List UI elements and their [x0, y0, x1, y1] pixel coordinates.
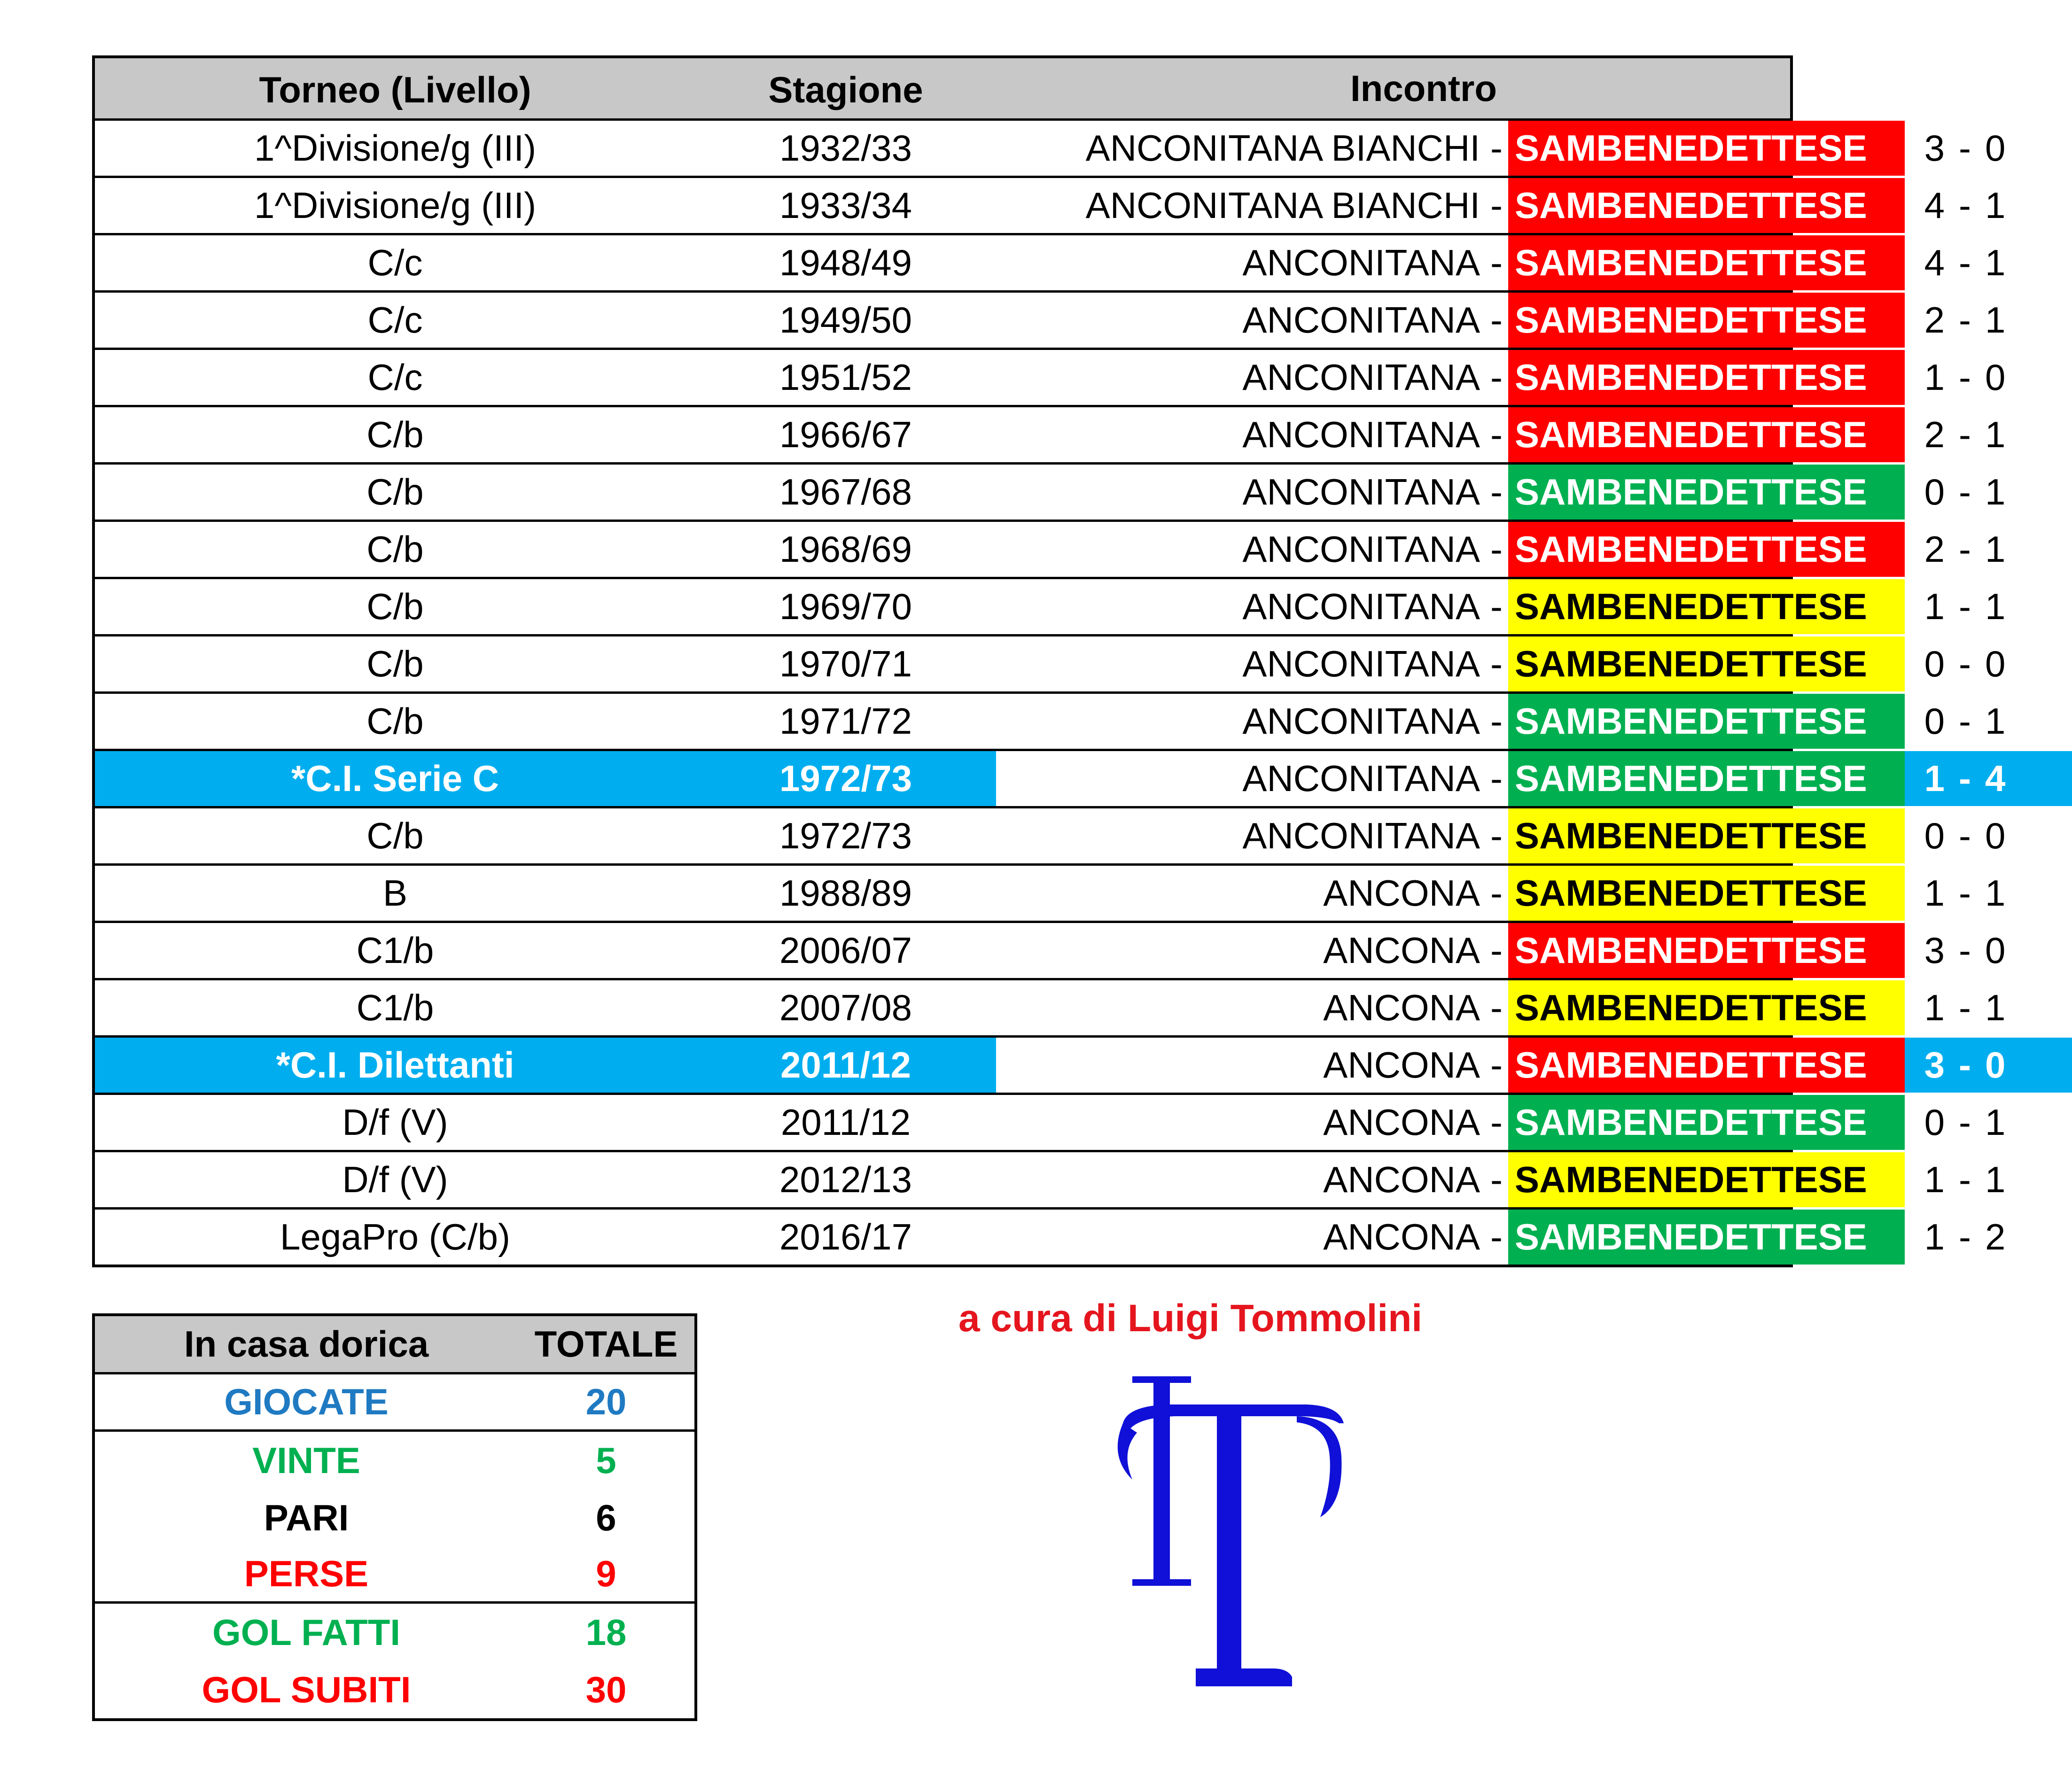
cell-home-team [996, 293, 1508, 348]
home-team-name: ANCONA [1323, 872, 1480, 914]
table-row [95, 691, 2006, 749]
table-row [95, 577, 2006, 634]
cell-home-team [996, 923, 1508, 978]
away-goals: 1 [1985, 471, 2006, 512]
cell-stagione: 2006/07 [779, 930, 912, 971]
logo-right-curve [1297, 1416, 1341, 1517]
table-header-row [95, 58, 1790, 118]
table-row [95, 462, 2006, 520]
away-goals: 0 [1985, 643, 2006, 684]
results-table [92, 55, 2006, 1267]
cell-away-team: SAMBENEDETTESE [1508, 350, 1905, 405]
score-dash: - [1959, 815, 1971, 856]
summary-value: 30 [585, 1668, 627, 1710]
away-goals: 1 [1985, 242, 2006, 283]
cell-away-team: SAMBENEDETTESE [1508, 636, 1905, 691]
home-team-name: ANCONITANA [1242, 471, 1480, 512]
home-goals: 1 [1924, 872, 1945, 914]
cell-home-team [996, 694, 1508, 749]
match-dash: - [1490, 1216, 1503, 1257]
cell-torneo: C/b [366, 414, 424, 455]
cell-home-team [996, 1210, 1508, 1265]
cell-away-team: SAMBENEDETTESE [1508, 121, 1905, 176]
cell-torneo: C1/b [356, 930, 434, 971]
summary-label: VINTE [252, 1439, 360, 1481]
home-goals: 3 [1924, 127, 1945, 169]
away-goals: 1 [1985, 1102, 2006, 1143]
cell-stagione: 1951/52 [779, 357, 912, 398]
cell-away-team: SAMBENEDETTESE [1508, 694, 1905, 749]
cell-away-team: SAMBENEDETTESE [1508, 866, 1905, 921]
cell-stagione: 1970/71 [779, 643, 912, 684]
home-team-name: ANCONITANA [1242, 242, 1480, 283]
cell-torneo: C/b [366, 586, 424, 627]
match-dash: - [1490, 185, 1503, 226]
cell-score [1905, 694, 2072, 749]
home-goals: 0 [1924, 700, 1945, 742]
cell-away-team: SAMBENEDETTESE [1508, 751, 1905, 806]
table-row [95, 978, 2006, 1035]
score-dash: - [1959, 1216, 1971, 1257]
cell-away-team: SAMBENEDETTESE [1508, 1095, 1905, 1150]
summary-row [95, 1661, 694, 1718]
table-row [95, 520, 2006, 577]
table-row [95, 1150, 2006, 1207]
cell-stagione: 1949/50 [779, 299, 912, 341]
header-incontro: Incontro [1350, 67, 1497, 109]
cell-home-team [996, 579, 1508, 634]
cell-score [1905, 465, 2072, 520]
away-goals: 0 [1985, 357, 2006, 398]
summary-value: 20 [585, 1381, 627, 1422]
home-goals: 1 [1924, 987, 1945, 1028]
table-row [95, 634, 2006, 691]
table-row [95, 749, 2006, 806]
cell-away-team: SAMBENEDETTESE [1508, 293, 1905, 348]
cell-torneo: C/c [367, 299, 423, 341]
cell-torneo: C/c [367, 242, 423, 283]
score-dash: - [1959, 1159, 1971, 1200]
match-dash: - [1490, 930, 1503, 971]
cell-away-team: SAMBENEDETTESE [1508, 808, 1905, 863]
score-dash: - [1959, 1102, 1971, 1143]
cell-score [1905, 178, 2072, 233]
home-goals: 0 [1924, 471, 1945, 512]
cell-torneo: *C.I. Serie C [95, 751, 695, 806]
score-dash: - [1959, 700, 1971, 742]
cell-away-team: SAMBENEDETTESE [1508, 579, 1905, 634]
cell-score [1905, 407, 2072, 462]
home-goals: 1 [1924, 758, 1945, 799]
score-dash: - [1959, 872, 1971, 914]
cell-score [1905, 866, 2072, 921]
summary-row [95, 1546, 694, 1604]
summary-header-row [95, 1316, 694, 1374]
cell-home-team [996, 407, 1508, 462]
table-row [95, 806, 2006, 863]
score-dash: - [1959, 1044, 1971, 1086]
cell-stagione: 1968/69 [779, 528, 912, 570]
away-goals: 0 [1985, 815, 2006, 856]
summary-value: 5 [596, 1439, 616, 1481]
home-goals: 0 [1924, 815, 1945, 856]
cell-torneo: D/f (V) [342, 1102, 448, 1143]
logo-curl [1118, 1423, 1137, 1480]
home-team-name: ANCONITANA [1242, 758, 1480, 799]
match-dash: - [1490, 700, 1503, 742]
match-dash: - [1490, 242, 1503, 283]
match-dash: - [1490, 471, 1503, 512]
home-team-name: ANCONITANA [1242, 299, 1480, 341]
home-team-name: ANCONA [1323, 987, 1480, 1028]
home-goals: 1 [1924, 1159, 1945, 1200]
summary-label: GOL SUBITI [202, 1668, 411, 1710]
cell-torneo: C1/b [356, 987, 434, 1028]
cell-away-team: SAMBENEDETTESE [1508, 980, 1905, 1035]
away-goals: 1 [1985, 414, 2006, 455]
cell-torneo: B [382, 872, 408, 914]
cell-score [1905, 636, 2072, 691]
home-goals: 3 [1924, 930, 1945, 971]
summary-label: GOL FATTI [212, 1611, 401, 1653]
home-goals: 4 [1924, 242, 1945, 283]
home-team-name: ANCONITANA [1242, 414, 1480, 455]
home-team-name: ANCONITANA [1242, 357, 1480, 398]
logo-i-stem [1153, 1379, 1170, 1583]
home-goals: 1 [1924, 586, 1945, 627]
match-dash: - [1490, 1044, 1503, 1086]
table-row [95, 118, 2006, 176]
score-dash: - [1959, 127, 1971, 169]
cell-away-team: SAMBENEDETTESE [1508, 407, 1905, 462]
cell-torneo: LegaPro (C/b) [280, 1216, 510, 1257]
score-dash: - [1959, 987, 1971, 1028]
cell-home-team [996, 751, 1508, 806]
cell-torneo: C/c [367, 357, 423, 398]
home-goals: 0 [1924, 643, 1945, 684]
summary-header-label: In casa dorica [184, 1323, 429, 1365]
cell-home-team [996, 350, 1508, 405]
table-row [95, 176, 2006, 233]
cell-away-team: SAMBENEDETTESE [1508, 1038, 1905, 1093]
match-dash: - [1490, 357, 1503, 398]
header-torneo: Torneo (Livello) [259, 69, 531, 110]
home-goals: 3 [1924, 1044, 1945, 1086]
home-team-name: ANCONITANA [1242, 586, 1480, 627]
home-team-name: ANCONA [1323, 930, 1480, 971]
cell-stagione: 1933/34 [779, 185, 912, 226]
away-goals: 4 [1985, 758, 2006, 799]
summary-value: 18 [585, 1611, 627, 1653]
cell-score [1905, 808, 2072, 863]
score-dash: - [1959, 357, 1971, 398]
cell-score [1905, 1038, 2072, 1093]
score-dash: - [1959, 586, 1971, 627]
cell-torneo: C/b [366, 528, 424, 570]
summary-header-total: TOTALE [534, 1323, 678, 1365]
home-goals: 4 [1924, 185, 1945, 226]
cell-stagione: 2011/12 [695, 1038, 996, 1093]
cell-stagione: 1966/67 [779, 414, 912, 455]
table-row [95, 921, 2006, 978]
cell-score [1905, 121, 2072, 176]
table-row [95, 348, 2006, 405]
cell-away-team: SAMBENEDETTESE [1508, 522, 1905, 577]
cell-home-team [996, 121, 1508, 176]
cell-home-team [996, 178, 1508, 233]
cell-score [1905, 923, 2072, 978]
summary-value: 6 [596, 1497, 616, 1538]
score-dash: - [1959, 299, 1971, 341]
match-dash: - [1490, 758, 1503, 799]
summary-row [95, 1604, 694, 1661]
home-team-name: ANCONITANA [1242, 700, 1480, 742]
cell-score [1905, 1152, 2072, 1207]
cell-score [1905, 751, 2072, 806]
home-team-name: ANCONA [1323, 1216, 1480, 1257]
away-goals: 0 [1985, 127, 2006, 169]
away-goals: 1 [1985, 185, 2006, 226]
cell-home-team [996, 866, 1508, 921]
cell-torneo: 1^Divisione/g (III) [254, 127, 537, 169]
match-dash: - [1490, 643, 1503, 684]
match-dash: - [1490, 987, 1503, 1028]
cell-stagione: 2012/13 [779, 1159, 912, 1200]
cell-stagione: 1932/33 [779, 127, 912, 169]
summary-row [95, 1489, 694, 1546]
cell-score [1905, 1210, 2072, 1265]
cell-stagione: 1967/68 [779, 471, 912, 512]
home-team-name: ANCONITANA [1242, 815, 1480, 856]
table-row [95, 290, 2006, 348]
home-goals: 2 [1924, 414, 1945, 455]
cell-score [1905, 579, 2072, 634]
away-goals: 2 [1985, 1216, 2006, 1257]
score-dash: - [1959, 643, 1971, 684]
table-row [95, 405, 2006, 462]
cell-away-team: SAMBENEDETTESE [1508, 1152, 1905, 1207]
table-row [95, 1207, 2006, 1265]
home-goals: 1 [1924, 1216, 1945, 1257]
cell-home-team [996, 235, 1508, 290]
cell-torneo: C/b [366, 643, 424, 684]
cell-away-team: SAMBENEDETTESE [1508, 178, 1905, 233]
summary-row [95, 1432, 694, 1489]
summary-table [92, 1313, 697, 1721]
header-stagione: Stagione [768, 69, 923, 110]
cell-stagione: 2011/12 [780, 1102, 911, 1143]
cell-home-team [996, 636, 1508, 691]
away-goals: 1 [1985, 528, 2006, 570]
match-dash: - [1490, 586, 1503, 627]
match-dash: - [1490, 872, 1503, 914]
cell-stagione: 2016/17 [779, 1216, 912, 1257]
score-dash: - [1959, 242, 1971, 283]
cell-away-team: SAMBENEDETTESE [1508, 235, 1905, 290]
cell-stagione: 2007/08 [779, 987, 912, 1028]
match-dash: - [1490, 127, 1503, 169]
cell-torneo: D/f (V) [342, 1159, 448, 1200]
away-goals: 1 [1985, 586, 2006, 627]
summary-label: GIOCATE [224, 1381, 389, 1422]
score-dash: - [1959, 414, 1971, 455]
lt-monogram-logo [1076, 1362, 1395, 1700]
table-row [95, 1093, 2006, 1150]
cell-torneo: *C.I. Dilettanti [95, 1038, 695, 1093]
summary-row [95, 1374, 694, 1432]
summary-value: 9 [596, 1553, 616, 1594]
home-goals: 2 [1924, 528, 1945, 570]
cell-score [1905, 293, 2072, 348]
match-dash: - [1490, 1102, 1503, 1143]
cell-score [1905, 350, 2072, 405]
score-dash: - [1959, 930, 1971, 971]
summary-label: PERSE [244, 1553, 369, 1594]
cell-stagione: 1972/73 [695, 751, 996, 806]
table-row [95, 863, 2006, 921]
cell-stagione: 1972/73 [779, 815, 912, 856]
cell-home-team [996, 1038, 1508, 1093]
logo-stem [1217, 1409, 1241, 1672]
cell-away-team: SAMBENEDETTESE [1508, 465, 1905, 520]
table-body [95, 118, 2006, 1265]
cell-stagione: 1948/49 [779, 242, 912, 283]
cell-home-team [996, 808, 1508, 863]
away-goals: 0 [1985, 930, 2006, 971]
home-team-name: ANCONITANA BIANCHI [1085, 127, 1480, 169]
home-team-name: ANCONA [1323, 1159, 1480, 1200]
away-goals: 1 [1985, 987, 2006, 1028]
table-row [95, 233, 2006, 290]
cell-score [1905, 522, 2072, 577]
credit-text: a cura di Luigi Tommolini [958, 1297, 1423, 1340]
match-dash: - [1490, 299, 1503, 341]
match-dash: - [1490, 1159, 1503, 1200]
away-goals: 0 [1985, 1044, 2006, 1086]
cell-score [1905, 235, 2072, 290]
cell-torneo: C/b [366, 471, 424, 512]
summary-body [95, 1374, 694, 1718]
cell-home-team [996, 980, 1508, 1035]
home-team-name: ANCONA [1323, 1102, 1480, 1143]
home-team-name: ANCONITANA [1242, 643, 1480, 684]
away-goals: 1 [1985, 299, 2006, 341]
match-dash: - [1490, 815, 1503, 856]
cell-away-team: SAMBENEDETTESE [1508, 1210, 1905, 1265]
logo-l-base [1196, 1668, 1292, 1686]
score-dash: - [1959, 471, 1971, 512]
home-team-name: ANCONITANA BIANCHI [1085, 185, 1480, 226]
cell-torneo: C/b [366, 815, 424, 856]
cell-torneo: 1^Divisione/g (III) [254, 185, 537, 226]
match-dash: - [1490, 528, 1503, 570]
home-goals: 2 [1924, 299, 1945, 341]
score-dash: - [1959, 528, 1971, 570]
cell-home-team [996, 465, 1508, 520]
cell-home-team [996, 522, 1508, 577]
cell-home-team [996, 1095, 1508, 1150]
away-goals: 1 [1985, 1159, 2006, 1200]
match-dash: - [1490, 414, 1503, 455]
cell-score [1905, 980, 2072, 1035]
away-goals: 1 [1985, 872, 2006, 914]
summary-label: PARI [264, 1497, 349, 1538]
cell-torneo: C/b [366, 700, 424, 742]
home-team-name: ANCONA [1323, 1044, 1480, 1086]
cell-stagione: 1971/72 [779, 700, 912, 742]
cell-home-team [996, 1152, 1508, 1207]
away-goals: 1 [1985, 700, 2006, 742]
home-goals: 0 [1924, 1102, 1945, 1143]
cell-away-team: SAMBENEDETTESE [1508, 923, 1905, 978]
cell-score [1905, 1095, 2072, 1150]
score-dash: - [1959, 758, 1971, 799]
table-row [95, 1035, 2006, 1093]
home-goals: 1 [1924, 357, 1945, 398]
home-team-name: ANCONITANA [1242, 528, 1480, 570]
score-dash: - [1959, 185, 1971, 226]
cell-stagione: 1988/89 [779, 872, 912, 914]
cell-stagione: 1969/70 [779, 586, 912, 627]
